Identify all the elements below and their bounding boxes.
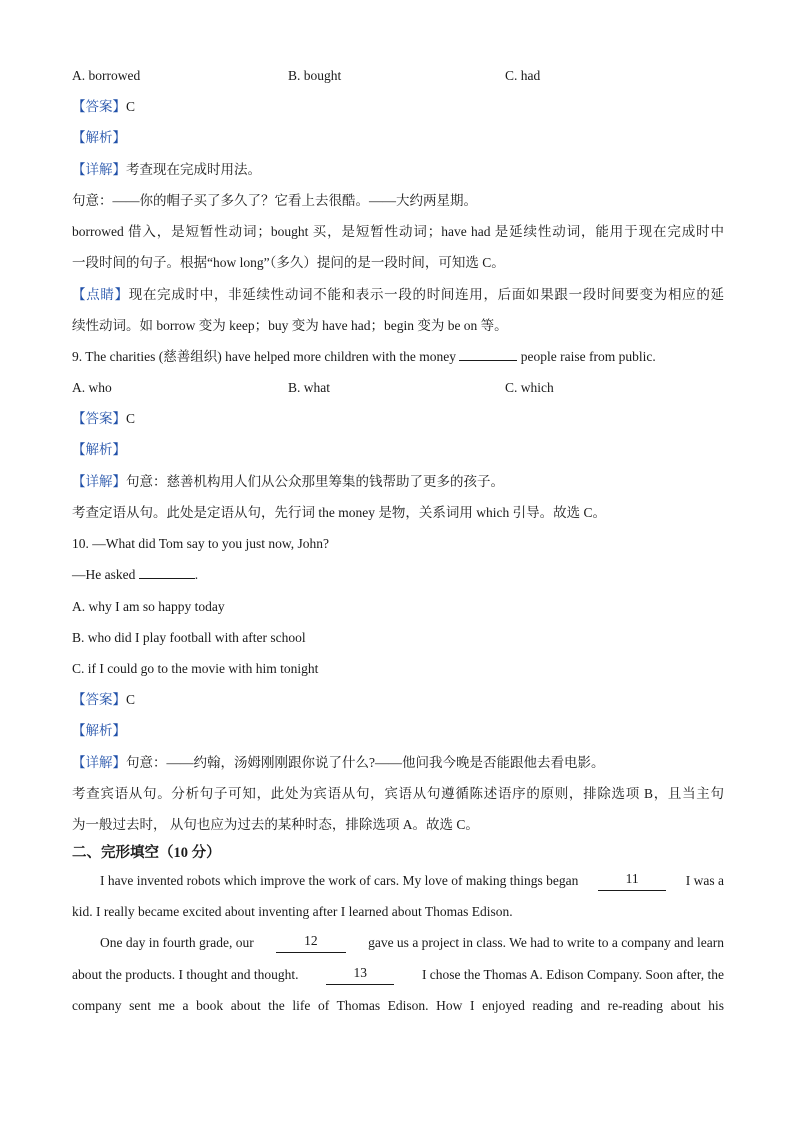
q9-option-b: B. what: [288, 380, 330, 395]
q8-option-b: B. bought: [288, 68, 342, 83]
section-title: 二、完形填空（10 分）: [72, 845, 221, 861]
tip-tag: 【点睛】: [72, 287, 129, 302]
p1-l1-after: I was a: [685, 873, 724, 888]
analysis-tag: 【解析】: [72, 442, 126, 457]
p1-line-2: kid. I really became excited about inventing after I learned about Thomas Edison.: [72, 904, 513, 919]
q10-answer-line: [72, 690, 724, 710]
p2-l2-before: about the products. I thought and thought.: [72, 967, 299, 982]
q10-detail-line: [72, 753, 724, 773]
q8-explain-2: 一段时间的句子。根据“how long”（多久）提问的是一段时间，可知选 C。: [72, 255, 505, 270]
blank-13: 13: [326, 965, 394, 985]
q8-explain-1: borrowed 借入，是短暂性动词；bought 买，是短暂性动词；have had 是延续性动词，能用于现在完成时中: [72, 224, 724, 239]
p2-line-1: [100, 933, 724, 953]
answer-value: C: [126, 411, 136, 426]
q8-option-a: A. borrowed: [72, 68, 141, 83]
q10-blank: [139, 578, 195, 579]
p2-line-2: [72, 965, 724, 985]
tip-text: 现在完成时中，非延续性动词不能和表示一段的时间连用，后面如果跟一段时间要变为相应的延: [128, 287, 725, 302]
detail-tag: 【详解】: [72, 755, 126, 770]
q8-detail-line: [72, 160, 724, 180]
q8-tip-2: 续性动词。如 borrow 变为 keep；buy 变为 have had；begin 变为 be on 等。: [72, 318, 508, 333]
q10-option-c: C. if I could go to the movie with him tonight: [72, 661, 319, 676]
q10-stem-1: 10. —What did Tom say to you just now, John?: [72, 536, 330, 551]
q9-blank: [459, 360, 517, 361]
p2-l2-after: I chose the Thomas A. Edison Company. Soon after, the: [421, 967, 724, 982]
answer-tag: 【答案】: [72, 692, 126, 707]
p2-line-3: company sent me a book about the life of Thomas Edison. How I enjoyed reading and re-reading about his: [72, 998, 724, 1013]
q8-option-c: C. had: [505, 68, 541, 83]
q9-answer-line: [72, 409, 724, 429]
q10-explain-1: 考查宾语从句。分析句子可知，此处为宾语从句，宾语从句遵循陈述语序的原则，排除选项 B，且当主句: [72, 786, 724, 801]
q10-option-a: A. why I am so happy today: [72, 599, 225, 614]
q8-answer-line: [72, 97, 724, 117]
detail-text: 句意：慈善机构用人们从公众那里筹集的钱帮助了更多的孩子。: [126, 474, 504, 489]
q10-stem-2: [72, 565, 724, 585]
q10-stem-2-after: .: [194, 567, 199, 582]
q9-analysis-line: [72, 440, 724, 460]
q10-explain-2: 为一般过去时， 从句也应为过去的某种时态，排除选项 A。故选 C。: [72, 817, 479, 832]
q10-option-b: B. who did I play football with after school: [72, 630, 306, 645]
q9-stem: [72, 347, 724, 367]
q9-stem-after: people raise from public.: [517, 349, 656, 364]
answer-value: C: [126, 692, 136, 707]
detail-text: 句意：——约翰，汤姆刚刚跟你说了什么?——他问我今晚是否能跟他去看电影。: [126, 755, 605, 770]
answer-tag: 【答案】: [72, 99, 126, 114]
q10-stem-2-before: —He asked: [72, 567, 139, 582]
answer-value: C: [126, 99, 136, 114]
detail-text: 考查现在完成时用法。: [126, 162, 261, 177]
p1-line-1: [100, 871, 724, 891]
q8-analysis-line: [72, 128, 724, 148]
q10-analysis-line: [72, 721, 724, 741]
detail-tag: 【详解】: [72, 474, 126, 489]
p1-l1-before: I have invented robots which improve the work of cars. My love of making things began: [100, 873, 579, 888]
p2-l1-before: One day in fourth grade, our: [100, 935, 254, 950]
analysis-tag: 【解析】: [72, 723, 126, 738]
q9-stem-before: 9. The charities (慈善组织) have helped more children with the money: [72, 349, 460, 364]
analysis-tag: 【解析】: [72, 130, 126, 145]
blank-11: 11: [598, 871, 666, 891]
answer-tag: 【答案】: [72, 411, 126, 426]
q9-option-a: A. who: [72, 380, 112, 395]
p2-l1-after: gave us a project in class. We had to write to a company and learn: [368, 935, 724, 950]
q9-detail-line: [72, 472, 724, 492]
detail-tag: 【详解】: [72, 162, 126, 177]
q9-explain-1: 考查定语从句。此处是定语从句，先行词 the money 是物，关系词用 which 引导。故选 C。: [72, 505, 606, 520]
q8-tip-line: [72, 285, 724, 305]
q8-meaning: 句意：——你的帽子买了多久了？它看上去很酷。——大约两星期。: [72, 193, 477, 208]
q9-option-c: C. which: [505, 380, 554, 395]
blank-12: 12: [276, 933, 346, 953]
